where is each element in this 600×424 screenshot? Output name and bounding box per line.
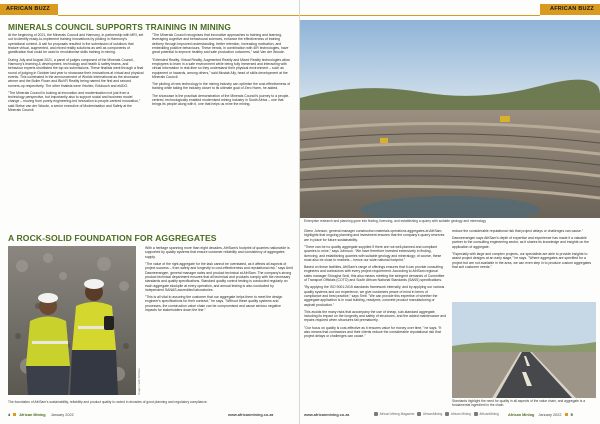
- paragraph: reduce the considerable reputational risk that project delays or challenges can cause.": [452, 229, 583, 233]
- paragraph: "By applying the ISO 9001:2015 standards framework internally, and by applying our various quality systems and our experience, we give customers peace of mind in terms of compliance and best practice," says Smit. "We can provide this expertise of whether the aggregate application is in road building, readymix, concrete product manufacturing or asphalt production.": [304, 285, 445, 307]
- paragraph: "The value of the right aggregate for the task cannot be overstated, as it affects all aspects of project success – from safety and longevity to cost-effectiveness and reputational risk," says Amit Dawneerangen, general manager sales and product technical at AfriSam. The company's strong product technical department ensures that all technical and products comply with the necessary standards and quality specifications. Standard quality control testing is conducted regularly on each aggregate stockpile at every operation, and annual testing is also conducted by independent SANAS-accredited laboratories.: [145, 261, 293, 292]
- twitter-icon: [417, 412, 421, 416]
- paragraph: "Our focus on quality is cost-effective as it ensures value for money over time," he says. "It also means that contractors and their clients reduce the considerable reputational risk that project delays or challenges can cause.": [304, 325, 442, 339]
- social-links: [374, 412, 499, 416]
- paragraph: Based on these facilities, AfriSam's range of offerings ensures that it can provide consulting engineers and contractors with every project requirement. According to AfriSam regional sales manager Shougha Smit, this also means meeting the stringent demands of Committee of Transport Officials (COTO) and South African National Standards (SANS) specifications.: [304, 265, 445, 283]
- social-linkedin[interactable]: [445, 412, 471, 416]
- footer-right: [508, 413, 573, 417]
- paragraph: "Extended Reality, Virtual Reality, Augmented Reality and Mixed Reality technologies allow employees to learn in a safe environment while being fully immersed and interacting with virtual information in real-time so they understand their physical environment – such as equipment or hazards, among others," said Mustak Ally, head of skills development at the Minerals Council.: [152, 57, 290, 79]
- landscape-photo-caption: Enterprise research and planning gone into finding, licencing, and establishing a quarry with suitable geology and mineralogy: [304, 219, 486, 223]
- article-column-aggregates-3: [452, 229, 594, 272]
- section-tab-left: AFRICAN BUZZ: [0, 4, 58, 15]
- section-tab-right: AFRICAN BUZZ: [540, 4, 600, 15]
- header-rule-right: [300, 15, 540, 16]
- social-instagram-label: AfricanMining: [479, 412, 499, 416]
- footer-marker-left: [13, 413, 16, 416]
- paragraph: "Especially with large and complex projects, our specialists are able to provide insights to assist project designs at an early stage," he says. "Where aggregates are specified for a project but are not available in the area, we can even step in to produce custom aggregates that suit customer needs.": [452, 251, 592, 269]
- article-column-2: [152, 33, 292, 109]
- paragraph: Dawneerangen says AfriSam's depth of expertise and experience has made it a valuable partner to the consulting engineering sector, as it shares its knowledge and insights on the application of aggregate.: [452, 236, 590, 249]
- right-page: [300, 0, 600, 424]
- social-twitter-label: AfricanMining: [422, 412, 443, 416]
- footer-marker-right: [565, 413, 568, 416]
- article-headline-training: MINERALS COUNCIL SUPPORTS TRAINING IN MINING: [8, 22, 231, 32]
- footer-brand-left: African Mining: [19, 413, 46, 417]
- paragraph: "There can be no quality aggregate supplied if there are not well-planned and compliant quarries to mine," says Johnson. "We have therefore invested extensively in finding, licencing, and establishing quarries with suitable geology and mineralogy; of course, these must also be close to markets – hence our wide national footprint.": [304, 244, 442, 262]
- article-column-aggregates-1: [145, 246, 293, 315]
- social-facebook-label: African Mining Magazine: [379, 412, 415, 416]
- paragraph: "The Minerals Council recognises that innovative approaches to training and learning, leveraging cognitive and behavioural sciences, enhance the effectiveness of training delivery through improved understanding, better retention, increasing motivation, and embedding positive behaviours. These trends, in combination with 4IR technologies, have great potential to improve healthy and safe production outcomes," said Van der Woude.: [152, 33, 289, 55]
- instagram-icon: [474, 412, 478, 416]
- page-number-left: 4: [8, 413, 11, 417]
- social-instagram[interactable]: [474, 412, 499, 416]
- footer-date-right: January 2022: [538, 413, 562, 417]
- quarry-landscape-photo: [300, 20, 600, 218]
- road-photo: [452, 302, 596, 398]
- road-photo-caption: Standards highlight the need for quality in all aspects of the value chain, and aggregate is a fundamental ingredient in the chain.: [452, 399, 586, 408]
- paragraph: During July and August 2021, a panel of judges composed of the Minerals Council, Harmony's learning & development, technology and health & safety teams, and behaviour experts shortlisted the top six submissions. These finalists went through a final round of judging in October last year to showcase their innovations at virtual and physical events. This culminated in the announcement of Worldx International as the showcase winner and the Boiler Room and BluVR Reality being named the first and second runners-up respectively. The other finalists were Vrtuitec, Edutouch and ekIDO.: [8, 57, 144, 88]
- paragraph: "This is all vital to assuring the customer that our aggregate helps them to meet the design engineer's specifications for their contract," he says. "Without these quality systems and processes, the construction value chain can be compromised and cause serious negative impacts for stakeholders down the line.": [145, 295, 283, 313]
- photo-credit: Image credit: AfriSam: [137, 368, 141, 395]
- quarry-photo-caption: The foundation of AfriSam's sustainability, reliability and product quality is rooted in decades of good planning and regulatory compliance.: [8, 400, 208, 404]
- footer-left: [8, 413, 74, 417]
- paragraph: Glenn Johnson, general manager construction materials operations aggregates at AfriSam, highlights that ongoing planning and investment ensures that the company's quarry reserves are in place for future sustainability.: [304, 229, 445, 242]
- article-headline-aggregates: A ROCK-SOLID FOUNDATION FOR AGGREGATES: [8, 233, 217, 243]
- facebook-icon: [374, 412, 378, 416]
- article-column-1: [8, 33, 144, 115]
- footer-date-left: January 2022: [50, 413, 74, 417]
- footer-url-right[interactable]: www.africanmining.co.za: [304, 413, 350, 417]
- paragraph: With a heritage spanning more than eight decades, AfriSam's footprint of quarries nationwide is supported by quality systems that ensure customer reliability and consistency of aggregates supply.: [145, 246, 290, 259]
- social-twitter[interactable]: [417, 412, 442, 416]
- footer-brand-right: African Mining: [508, 413, 535, 417]
- social-facebook[interactable]: [374, 412, 414, 416]
- quarry-workers-photo: [8, 246, 136, 395]
- paragraph: This avoids the many risks that accompany the use of cheap, sub-standard aggregate, including its impact on the longevity and safety of structures, and the added maintenance and repairs required when structures fail prematurely.: [304, 309, 446, 323]
- article-column-aggregates-2: [304, 229, 446, 341]
- social-linkedin-label: African Mining: [450, 412, 471, 416]
- paragraph: The piloting of new technology in the mining industry can optimise the cost-effectiveness of training while taking the industry closer to its ultimate goal of Zero Harm, he added.: [152, 82, 291, 91]
- footer-url-left[interactable]: www.africanmining.co.za: [228, 413, 274, 417]
- paragraph: "The Minerals Council is looking at innovation and modernisation not just from a technology perspective, but importantly also to support social and business model change – moving from purely engineering-led innovation to people-centred innovation," said Sietse van der Woude, a senior executive of Modernisation and Safety at the Minerals Council.: [8, 90, 141, 113]
- paragraph: The showcase is the practical demonstration of the Minerals Council's journey to a people-centred, technologically enabled modernised mining industry in South Africa – one that brings its people along with it, one that helps us mine the mining.: [152, 93, 290, 107]
- linkedin-icon: [445, 412, 449, 416]
- paragraph: At the beginning of 2021, the Minerals Council and Harmony, in partnership with MRI, set out to identify ready-to-implement training innovations by piloting in Harmony's operational context. A call for proposals resulted in the submission of solutions that feature virtual, augmented, and mixed reality solutions as well as components of gamification that could be used to revolutionise skills training in mining.: [8, 33, 144, 55]
- header-rule-left: [58, 15, 300, 16]
- page-number-right: 5: [570, 413, 573, 417]
